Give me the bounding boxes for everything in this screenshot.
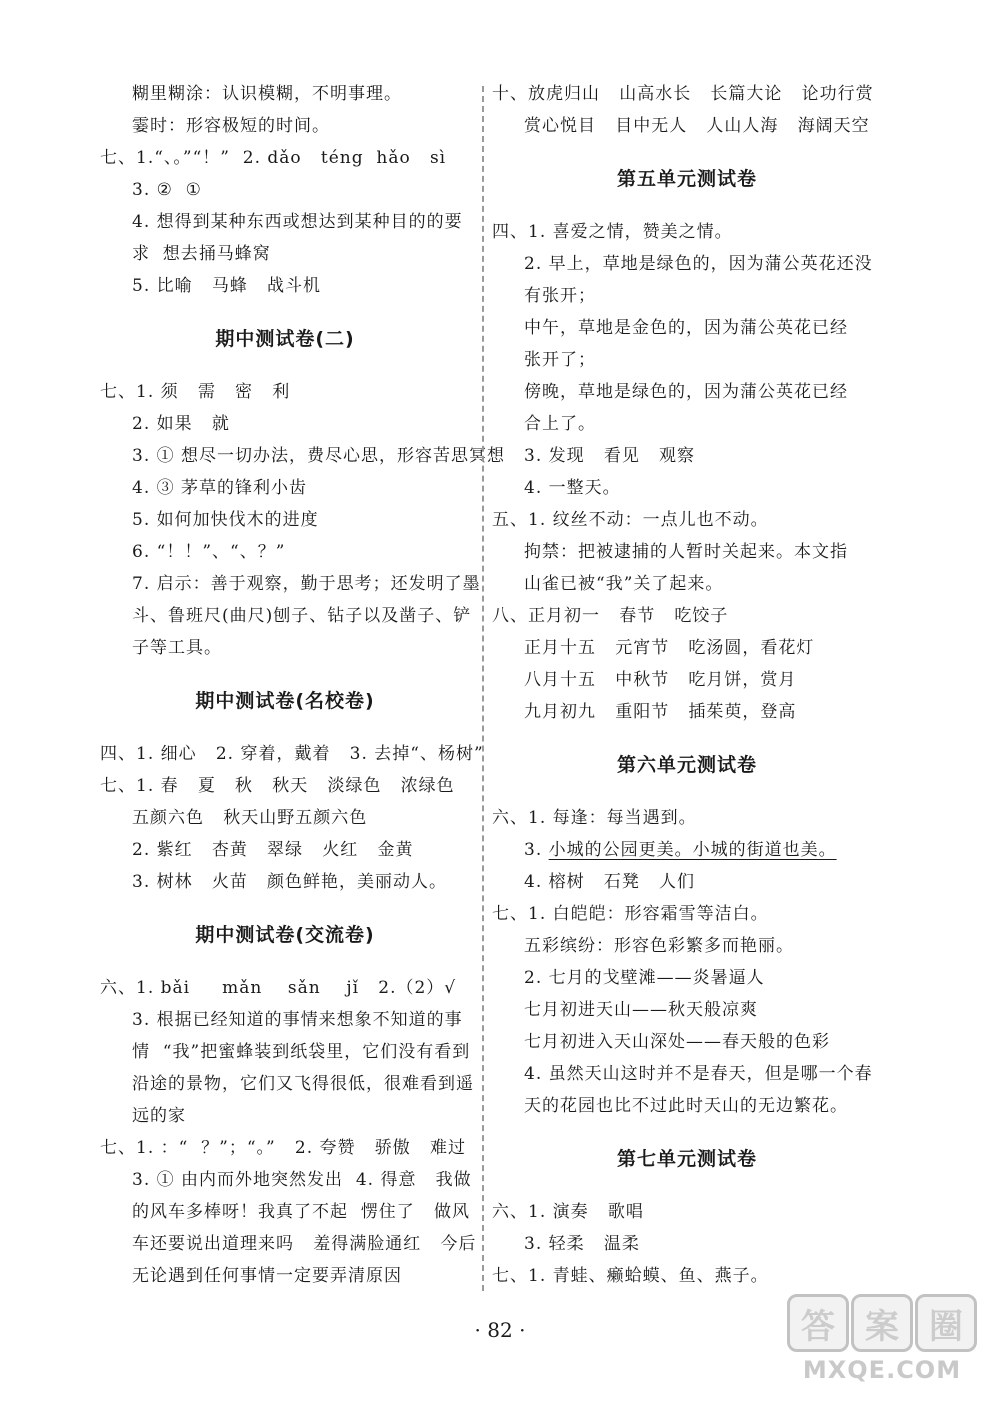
answer-line: 五颜六色 秋天山野五颜六色 xyxy=(132,808,368,828)
answer-line: 的风车多棒呀！我真了不起 愣住了 做风 xyxy=(132,1202,471,1222)
underlined-answer: 小城的公园更美。小城的街道也美。 xyxy=(548,840,837,860)
answer-line: 4. 虽然天山这时并不是春天，但是哪一个春 xyxy=(524,1064,873,1084)
answer-line: 合上了。 xyxy=(524,414,596,434)
answer-line: 4. 想得到某种东西或想达到某种目的的要 xyxy=(132,212,463,232)
answer-line: 4. 一整天。 xyxy=(524,478,621,498)
answer-line: 七、1. 青蛙、癞蛤蟆、鱼、燕子。 xyxy=(492,1266,769,1286)
answer-line: 七、1. 须 需 密 利 xyxy=(100,382,291,402)
answer-line: 2. 如果 就 xyxy=(132,414,230,434)
answer-line: 八、正月初一 春节 吃饺子 xyxy=(492,606,729,626)
answer-line: 3. 树林 火苗 颜色鲜艳，美丽动人。 xyxy=(132,872,448,892)
answer-line: 2. 七月的戈壁滩——炎暑逼人 xyxy=(524,968,765,988)
answer-line: 五彩缤纷：形容色彩繁多而艳丽。 xyxy=(524,936,794,956)
answer-line: 霎时：形容极短的时间。 xyxy=(132,116,330,136)
answer-line: 六、1. 每逢：每当遇到。 xyxy=(492,808,697,828)
left-column xyxy=(100,78,506,1292)
answer-line xyxy=(492,834,882,866)
answer-line: 求 想去捅马蜂窝 xyxy=(132,244,271,264)
answer-line: 3. ① 由内而外地突然发出 4. 得意 我做 xyxy=(132,1170,472,1190)
answer-line: 山雀已被“我”关了起来。 xyxy=(524,574,724,594)
page-number: · 82 · xyxy=(474,1318,526,1342)
watermark-url: MXQE.COM xyxy=(802,1356,962,1384)
answer-line: 4. ③ 茅草的锋利小齿 xyxy=(132,478,308,498)
answer-line: 车还要说出道理来吗 羞得满脸通红 今后 xyxy=(132,1234,477,1254)
answer-line: 九月初九 重阳节 插茱萸，登高 xyxy=(524,702,797,722)
answer-line: 赏心悦目 目中无人 人山人海 海阔天空 xyxy=(524,116,870,136)
watermark-logo xyxy=(782,1294,982,1390)
answer-line: 五、1. 纹丝不动：一点儿也不动。 xyxy=(492,510,769,530)
answer-line: 有张开； xyxy=(524,286,596,306)
answer-line: 中午，草地是金色的，因为蒲公英花已经 xyxy=(524,318,848,338)
answer-line: 无论遇到任何事情一定要弄清原因 xyxy=(132,1266,402,1286)
answer-line: 七月初进天山——秋天般凉爽 xyxy=(524,1000,758,1020)
answer-line: 六、1. 演奏 歌唱 xyxy=(492,1202,644,1222)
answer-line: 6. “！！”、“、？” xyxy=(132,542,286,562)
answer-line: 3. ① 想尽一切办法，费尽心思，形容苦思冥想 xyxy=(132,446,506,466)
answer-line: 3. 发现 看见 观察 xyxy=(524,446,696,466)
watermark-char: 答 xyxy=(787,1294,849,1352)
section-heading: 第七单元测试卷 xyxy=(616,1148,757,1170)
answer-line: 糊里糊涂：认识模糊，不明事理。 xyxy=(132,84,402,104)
answer-line: 天的花园也比不过此时天山的无边繁花。 xyxy=(524,1096,848,1116)
answer-line: 3. ② ① xyxy=(132,180,202,200)
section-heading: 第五单元测试卷 xyxy=(616,168,757,190)
watermark-logo-chars xyxy=(782,1294,982,1352)
answer-line: 十、放虎归山 山高水长 长篇大论 论功行赏 xyxy=(492,84,874,104)
answer-line: 八月十五 中秋节 吃月饼，赏月 xyxy=(524,670,797,690)
right-column xyxy=(492,78,882,1292)
answer-line: 七、1. ：“ ？”；“。” 2. 夸赞 骄傲 难过 xyxy=(100,1138,466,1158)
answer-line: 远的家 xyxy=(132,1106,186,1126)
section-heading: 期中测试卷(二) xyxy=(215,328,355,350)
answer-line: 七月初进入天山深处——春天般的色彩 xyxy=(524,1032,830,1052)
answer-line: 5. 如何加快伐木的进度 xyxy=(132,510,319,530)
column-divider xyxy=(482,86,484,1291)
answer-line: 2. 早上，草地是绿色的，因为蒲公英花还没 xyxy=(524,254,873,274)
answer-line: 7. 启示：善于观察，勤于思考；还发明了墨 xyxy=(132,574,481,594)
answer-text: 3. xyxy=(524,840,549,860)
answer-line: 七、1. 春 夏 秋 秋天 淡绿色 浓绿色 xyxy=(100,776,455,796)
answer-line: 拘禁：把被逮捕的人暂时关起来。本文指 xyxy=(524,542,848,562)
answer-line: 六、1. bǎi mǎn sǎn jǐ 2.（2）√ xyxy=(100,978,457,998)
answer-line: 傍晚，草地是绿色的，因为蒲公英花已经 xyxy=(524,382,848,402)
answer-line: 5. 比喻 马蜂 战斗机 xyxy=(132,276,322,296)
watermark-char: 案 xyxy=(851,1294,913,1352)
answer-line: 情 “我”把蜜蜂装到纸袋里，它们没有看到 xyxy=(132,1042,471,1062)
answer-line: 四、1. 细心 2. 穿着，戴着 3. 去掉“、杨树” xyxy=(100,744,484,764)
answer-line: 沿途的景物，它们又飞得很低，很难看到遥 xyxy=(132,1074,474,1094)
section-heading: 第六单元测试卷 xyxy=(616,754,757,776)
answer-line: 张开了； xyxy=(524,350,596,370)
answer-line: 斗、鲁班尺(曲尺)刨子、钻子以及凿子、铲 xyxy=(132,606,472,626)
answer-line: 七、1. 白皑皑：形容霜雪等洁白。 xyxy=(492,904,769,924)
answer-line: 四、1. 喜爱之情，赞美之情。 xyxy=(492,222,733,242)
answer-line: 3. 轻柔 温柔 xyxy=(524,1234,640,1254)
watermark-char: 圈 xyxy=(915,1294,977,1352)
section-heading: 期中测试卷(名校卷) xyxy=(195,690,375,712)
answer-line: 3. 根据已经知道的事情来想象不知道的事 xyxy=(132,1010,463,1030)
answer-line: 正月十五 元宵节 吃汤圆，看花灯 xyxy=(524,638,815,658)
answer-line: 4. 榕树 石凳 人们 xyxy=(524,872,696,892)
section-heading: 期中测试卷(交流卷) xyxy=(195,924,375,946)
answer-line: 子等工具。 xyxy=(132,638,222,658)
answer-line: 2. 紫红 杏黄 翠绿 火红 金黄 xyxy=(132,840,414,860)
answer-line: 七、1.“、。”“！” 2. dǎo téng hǎo sì xyxy=(100,148,447,168)
